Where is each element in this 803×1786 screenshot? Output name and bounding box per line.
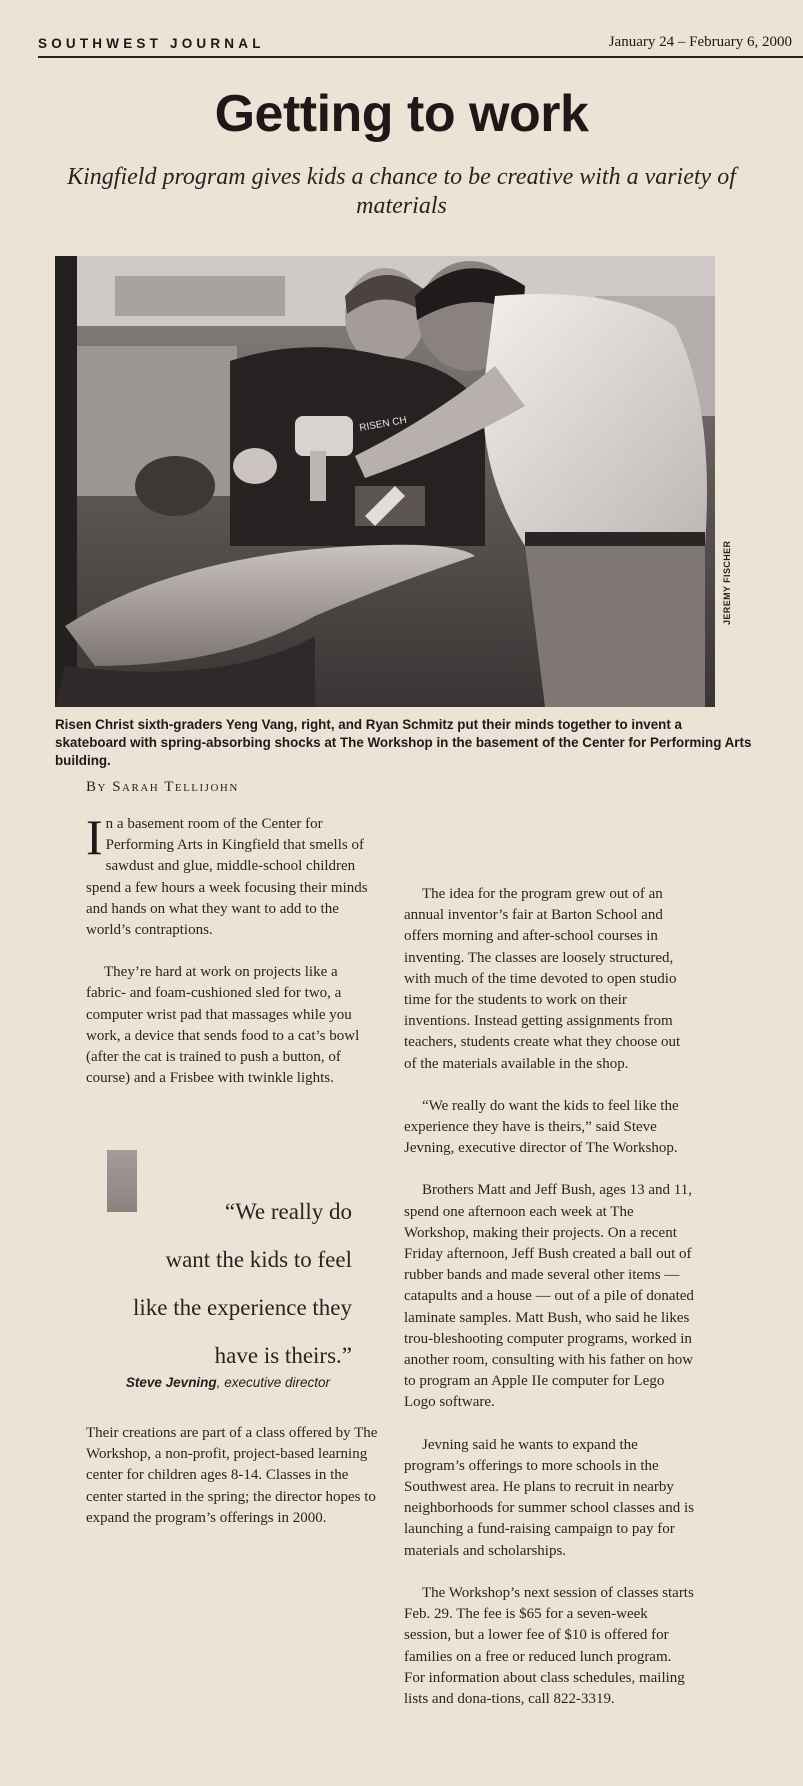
- article-paragraph-7: Jevning said he wants to expand the program’s offerings to more schools in the Southwest area. He plans to recruit in nearby neighborhoods for summer school classes and is launching a fund-raising campaign to pay for materials and scholarships.: [404, 1436, 694, 1559]
- byline-prefix: By: [86, 779, 107, 795]
- pull-quote-attribution: [108, 1375, 330, 1390]
- article-column-1-bottom: [86, 1423, 378, 1550]
- issue-date: January 24 – February 6, 2000: [608, 34, 792, 50]
- article-column-1-top: [86, 809, 378, 1110]
- photo-caption: Risen Christ sixth-graders Yeng Vang, right, and Ryan Schmitz put their minds together to invent a skateboard with spring-absorbing shocks at The Workshop in the basement of the Center for Performing Arts building.: [55, 717, 752, 768]
- article-column-2: [404, 884, 694, 1731]
- article-paragraph-8: The Workshop’s next session of classes starts Feb. 29. The fee is $65 for a seven-week session, but a lower fee of $10 is offered for families on a free or reduced lunch program. For information about class schedules, mailing lists and dona-tions, call 822-3319.: [404, 1584, 694, 1707]
- pull-quote-line: “We really do: [224, 1199, 352, 1224]
- paragraph-1-text: n a basement room of the Center for Performing Arts in Kingfield that smells of sawdust and glue, middle-school children spend a few hours a week focusing their minds and hands on what they want to add to the world’s contraptions.: [86, 816, 368, 939]
- article-paragraph-1: [86, 809, 378, 941]
- article-paragraph-2: They’re hard at work on projects like a fabric- and foam-cushioned sled for two, a computer wrist pad that massages while you work, a device that sends food to a cat’s bowl (after the cat is trained to push a button, of course) and a Frisbee with twinkle lights.: [86, 964, 360, 1087]
- article-photo: [55, 256, 715, 707]
- drop-cap: I: [86, 809, 103, 865]
- pull-quote-line: want the kids to feel: [165, 1247, 352, 1272]
- byline-author: Sarah Tellijohn: [112, 779, 239, 795]
- article-paragraph-5: “We really do want the kids to feel like the experience they have is theirs,” said Steve Jevning, executive director of The Workshop.: [404, 1097, 679, 1157]
- headline: Getting to work: [214, 85, 589, 143]
- shirt-logo-text: RISEN CH: [358, 414, 408, 434]
- attribution-name: Steve Jevning: [125, 1375, 217, 1390]
- pull-quote-line: like the experience they: [132, 1295, 352, 1320]
- pull-quote-line: have is theirs.”: [214, 1343, 352, 1368]
- photo-credit: JEREMY FISCHER: [722, 540, 732, 625]
- article-paragraph-4: The idea for the program grew out of an annual inventor’s fair at Barton School and offers morning and after-school courses in inventing. The classes are loosely structured, with much of the time devoted to open studio time for the students to work on their inventions. Instead getting assignments from teachers, students create what they choose out of the materials available in the shop.: [404, 886, 681, 1072]
- attribution-title: , executive director: [216, 1375, 330, 1390]
- pull-quote: [108, 1188, 352, 1380]
- article-paragraph-6: Brothers Matt and Jeff Bush, ages 13 and 11, spend one afternoon each week at The Workshop, making their projects. On a recent Friday afternoon, Jeff Bush created a ball out of rubber bands and made several other items — catapults and a house — out of a pile of donated laminate samples. Matt Bush, who said he likes trou-bleshooting computer programs, worked in another room, consulting with his father on how to program an Apple IIe computer for Lego Logo software.: [404, 1182, 694, 1411]
- masthead-rule: [38, 56, 803, 58]
- photo-illustration: [55, 256, 715, 707]
- deck: Kingfield program gives kids a chance to be creative with a variety of materials: [67, 164, 736, 219]
- masthead: [38, 34, 796, 58]
- article-paragraph-3: Their creations are part of a class offered by The Workshop, a non-profit, project-based learning center for children ages 8-14. Classes in the center started in the spring; the director hopes to expand the program’s offerings in 2000.: [86, 1425, 378, 1526]
- publication-name: SOUTHWEST JOURNAL: [38, 36, 265, 51]
- byline: [86, 779, 239, 796]
